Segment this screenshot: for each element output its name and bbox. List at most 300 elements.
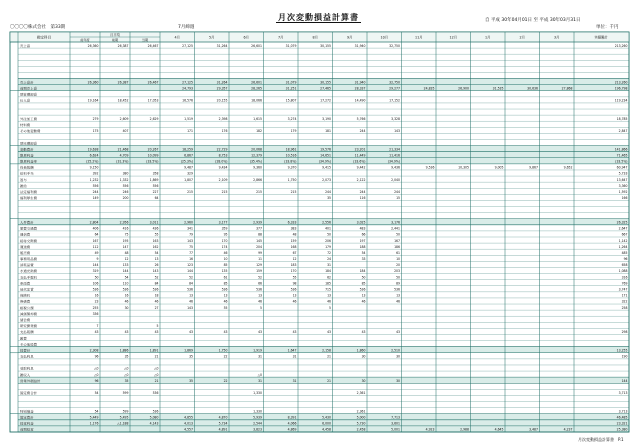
cell-value: 30,636 xyxy=(527,86,538,91)
cell-value: 1,750 xyxy=(218,348,228,353)
cell-value: 48 xyxy=(124,250,129,255)
cell-value: 1,869 xyxy=(149,177,159,182)
cell-value: 31,079 xyxy=(285,80,297,85)
cell-value: 30 xyxy=(396,354,400,359)
cell-value: 43 xyxy=(154,330,159,335)
cell-value: 599 xyxy=(122,409,129,414)
cell-value: 7 xyxy=(96,324,99,329)
cell-value: △0 xyxy=(154,372,159,377)
cell-value: 147 xyxy=(122,244,129,249)
row-label: 売上高計 xyxy=(20,80,33,85)
cell-value: 181 xyxy=(325,129,331,134)
cell-value: 66 xyxy=(258,281,262,286)
row-label: 役員報酬 xyxy=(20,165,33,170)
cell-value: 5,766 xyxy=(356,116,366,121)
cell-value: 6,000 xyxy=(322,421,331,426)
cell-value: 4,891 xyxy=(218,427,228,432)
cell-value: 1,232 xyxy=(89,177,99,182)
cell-value: 1,088 xyxy=(618,269,628,274)
cell-value: △0 xyxy=(94,372,99,377)
cell-value: 27,465 xyxy=(320,86,331,91)
cell-value: 18,961 xyxy=(285,147,297,152)
cell-value: 46,485 xyxy=(616,415,628,420)
row-label: 仕入高 xyxy=(20,98,30,103)
row-label: 支払手数料 xyxy=(20,275,36,280)
cell-value: 188 xyxy=(359,244,366,249)
row-label: 接待交際費 xyxy=(20,238,36,243)
cell-value: 244 xyxy=(394,190,400,195)
cell-value: 31,940 xyxy=(354,80,366,85)
cell-value: 5,733 xyxy=(618,171,628,176)
cell-value: 5 xyxy=(156,324,159,329)
cell-value: 190 xyxy=(621,354,628,359)
cell-value: 9,436 xyxy=(391,165,400,170)
cell-value: 46 xyxy=(154,299,159,304)
cell-value: 4,143 xyxy=(149,421,159,426)
cell-value: 2,158 xyxy=(322,348,331,353)
cell-value: 55 xyxy=(292,275,297,280)
cell-value: 7,713 xyxy=(391,415,400,420)
cell-value: 119,234 xyxy=(614,98,628,103)
cell-value: 336 xyxy=(92,311,99,316)
cell-value: 26,360 xyxy=(87,43,99,48)
avg-sub-header: 当期 xyxy=(141,38,149,42)
cell-value: 43 xyxy=(292,330,297,335)
cell-value: 21 xyxy=(154,378,159,383)
row-label: 雑収入 xyxy=(20,372,30,377)
cell-value: 1,869 xyxy=(184,348,193,353)
cell-value: 8,753 xyxy=(218,153,228,158)
cell-value: 31,940 xyxy=(354,43,366,48)
cell-value: 9 xyxy=(96,257,99,262)
cell-value: 3,823 xyxy=(253,427,262,432)
cell-value: 30,155 xyxy=(320,43,331,48)
cell-value: 17,152 xyxy=(389,98,400,103)
cell-value: 6,333 xyxy=(287,220,297,225)
cell-value: 279 xyxy=(92,116,99,121)
cell-value: 21 xyxy=(327,378,331,383)
month-header: 12月 xyxy=(449,35,457,40)
row-label: 給料手当 xyxy=(20,171,33,176)
row-label: 特別損益 xyxy=(20,409,33,414)
cell-value: 14,651 xyxy=(320,153,331,158)
cell-value: 96 xyxy=(94,354,99,359)
cell-value: 170 xyxy=(221,238,228,243)
cell-value: 26 xyxy=(154,263,159,268)
cell-value: 9,434 xyxy=(218,165,228,170)
cell-value: 3,747 xyxy=(618,287,628,292)
month-header: 11月 xyxy=(415,35,423,40)
cell-value: 13 xyxy=(223,293,228,298)
cell-value: 2,510 xyxy=(391,348,400,353)
cell-value: 536 xyxy=(152,409,159,414)
cell-value: 46 xyxy=(292,299,297,304)
row-label: 通信費 xyxy=(20,232,30,237)
shaded-row xyxy=(18,377,629,383)
cell-value: (34.9%) xyxy=(387,159,400,164)
cell-value: 3,328 xyxy=(391,116,400,121)
cell-value: 31 xyxy=(327,263,331,268)
cell-value: 11 xyxy=(258,257,262,262)
cell-value: 13 xyxy=(327,293,331,298)
cell-value: 46 xyxy=(361,299,366,304)
cell-value: 135 xyxy=(221,269,228,274)
cell-value: 27,125 xyxy=(182,43,193,48)
cell-value: 28,337 xyxy=(354,86,366,91)
row-label: 販売費 xyxy=(20,250,30,255)
cell-value: 2,458 xyxy=(356,427,366,432)
cell-value: 179 xyxy=(290,129,297,134)
cell-value: 106 xyxy=(92,281,99,286)
cell-value: 64 xyxy=(94,232,99,237)
cell-value: 54 xyxy=(124,275,129,280)
cell-value: 2,040 xyxy=(391,177,400,182)
row-label: 地代家賃 xyxy=(20,287,33,292)
cell-value: 316 xyxy=(621,275,628,280)
row-label: 前期売上高 xyxy=(20,86,36,91)
cell-value: 144 xyxy=(187,269,193,274)
cell-value: 536 xyxy=(221,287,228,292)
cell-value: 186 xyxy=(394,244,400,249)
cell-value: 30 xyxy=(361,378,366,383)
cell-value: 89 xyxy=(396,281,400,286)
cell-value: 175 xyxy=(92,129,99,134)
cell-value: 769 xyxy=(621,281,628,286)
cell-value: 5,080 xyxy=(149,415,159,420)
cell-value: 162 xyxy=(152,244,159,249)
cell-value: 2,441 xyxy=(391,226,400,231)
cell-value: 667 xyxy=(621,232,628,237)
cell-value: 536 xyxy=(394,287,400,292)
cell-value: 77 xyxy=(189,250,193,255)
cell-value: 3,713 xyxy=(618,391,628,396)
cell-value: 84 xyxy=(154,281,159,286)
row-label: 水道光熱費 xyxy=(20,269,36,274)
row-label: 受取利息 xyxy=(20,366,33,371)
cell-value: 4,709 xyxy=(119,153,129,158)
cell-value: 536 xyxy=(122,287,129,292)
cell-value: 536 xyxy=(290,287,297,292)
cell-value: 48 xyxy=(292,232,297,237)
cell-value: 72 xyxy=(327,250,331,255)
cell-value: 485 xyxy=(621,250,628,255)
cell-value: 380 xyxy=(122,171,129,176)
cell-value: 2,122 xyxy=(356,177,366,182)
cell-value: 5,939 xyxy=(253,415,262,420)
cell-value: 246 xyxy=(122,190,129,195)
cell-value: 62 xyxy=(327,275,331,280)
row-label: 消耗品費 xyxy=(20,263,33,268)
cell-value: 27,868 xyxy=(561,86,573,91)
cell-value: 215 xyxy=(256,190,262,195)
cell-value: 25,380 xyxy=(616,427,628,432)
cell-value: 143 xyxy=(187,305,193,310)
cell-value: 61 xyxy=(396,250,400,255)
row-label: 外注加工費 xyxy=(20,116,36,121)
cell-value: 3,360 xyxy=(618,183,628,188)
cell-value: 170 xyxy=(290,269,297,274)
cell-value: 1,886 xyxy=(119,348,129,353)
cell-value: 133 xyxy=(122,263,129,268)
cell-value: 3,176 xyxy=(391,220,400,225)
row-label: 支払報酬 xyxy=(20,330,33,335)
cell-value: 298 xyxy=(621,330,628,335)
cell-value: 1,919 xyxy=(253,348,262,353)
cell-value: 4,870 xyxy=(218,415,228,420)
cell-value: 52 xyxy=(189,275,193,280)
cell-value: 67 xyxy=(292,250,297,255)
cell-value: 159 xyxy=(290,238,297,243)
cell-value: 213,260 xyxy=(614,43,628,48)
cell-value: 50 xyxy=(361,275,366,280)
cell-value: 99 xyxy=(258,250,262,255)
cell-value: 2,361 xyxy=(356,391,366,396)
cell-value: 16 xyxy=(94,293,99,298)
period-range: 自 平成 30年04月01日 至 平成 30年03月31日 xyxy=(485,18,581,23)
cell-value: 31,264 xyxy=(216,80,228,85)
cell-value: 11,416 xyxy=(389,153,400,158)
cell-value: 145 xyxy=(256,238,262,243)
cell-value: 536 xyxy=(187,287,193,292)
cell-value: 79 xyxy=(189,232,193,237)
cell-value: 27 xyxy=(154,305,159,310)
cell-value: 16,576 xyxy=(182,98,193,103)
cell-value: 13 xyxy=(292,293,297,298)
cell-value: 1,647 xyxy=(287,348,297,353)
cell-value: 167 xyxy=(92,238,99,243)
row-label: 福利厚生費 xyxy=(20,196,36,201)
cell-value: 49 xyxy=(94,250,99,255)
cell-value: 6,867 xyxy=(184,153,193,158)
cell-value: 26,387 xyxy=(117,80,129,85)
avg-group-header: 月平均 xyxy=(110,33,120,37)
cell-value: 182 xyxy=(256,129,262,134)
row-label: 雑給 xyxy=(20,183,27,188)
cell-value: 23,321 xyxy=(616,421,628,426)
cell-value: 2,398 xyxy=(218,116,228,121)
cell-value: 43 xyxy=(124,330,129,335)
cell-value: 43 xyxy=(223,330,228,335)
cell-value: 43 xyxy=(94,330,99,335)
cell-value: 184 xyxy=(359,269,366,274)
cell-value: 20,068 xyxy=(251,147,262,152)
cell-value: 2,609 xyxy=(119,116,129,121)
cell-value: 10,305 xyxy=(458,165,469,170)
cell-value: (31.3%) xyxy=(116,159,129,164)
cell-value: 3,025 xyxy=(356,220,366,225)
cell-value: 10 xyxy=(396,257,400,262)
cell-value: 10 xyxy=(223,257,228,262)
cell-value: 4,923 xyxy=(425,427,435,432)
cell-value: 19,638 xyxy=(87,147,99,152)
cell-value: 52 xyxy=(258,275,262,280)
cell-value: 18,259 xyxy=(182,147,193,152)
month-header: 3月 xyxy=(554,35,560,40)
cell-value: 483 xyxy=(359,226,366,231)
cell-value: 50 xyxy=(396,275,400,280)
cell-value: 15,807 xyxy=(285,98,297,103)
cell-value: 215 xyxy=(290,190,297,195)
cell-value: 84 xyxy=(189,281,193,286)
cell-value: 1,330 xyxy=(253,409,262,414)
row-label: 保険料 xyxy=(20,293,30,298)
cell-value: 21 xyxy=(154,354,159,359)
row-label: 期首棚卸高 xyxy=(20,92,36,97)
cell-value: 46 xyxy=(396,299,400,304)
cell-value: (33.8%) xyxy=(284,159,297,164)
cell-value: 22,729 xyxy=(216,147,228,152)
cell-value: 2,988 xyxy=(460,427,469,432)
row-label: 前期経常 xyxy=(20,427,33,432)
cell-value: 4,013 xyxy=(184,421,193,426)
cell-value: 21 xyxy=(327,354,331,359)
cell-value: 15 xyxy=(396,196,400,201)
cell-value: 9,867 xyxy=(529,165,538,170)
row-label: 修繕費 xyxy=(20,299,30,304)
row-label: 営業外損益計 xyxy=(20,378,39,383)
cell-value: 26,387 xyxy=(117,43,129,48)
row-label: 期末棚卸高 xyxy=(20,141,36,146)
cell-value: 329 xyxy=(187,171,193,176)
cell-value: 123 xyxy=(187,263,193,268)
cell-value: 55 xyxy=(223,305,228,310)
cell-value: 61 xyxy=(223,275,228,280)
row-label: 賞与 xyxy=(20,177,27,182)
cell-value: 2,308 xyxy=(89,348,99,353)
row-label: 固定費合計 xyxy=(20,391,36,396)
cell-value: 185 xyxy=(325,281,331,286)
row-label: 事務用品費 xyxy=(20,257,36,262)
cell-value: 244 xyxy=(359,129,366,134)
cell-value: 29,357 xyxy=(216,86,228,91)
cell-value: 13,647 xyxy=(616,177,628,182)
month-header: 10月 xyxy=(380,35,388,40)
cell-value: 54 xyxy=(154,250,159,255)
cell-value: 406 xyxy=(92,226,99,231)
cell-value: 6,624 xyxy=(89,153,99,158)
month-header: 4月 xyxy=(174,35,180,40)
cell-value: 2,109 xyxy=(218,177,228,182)
cell-value: 9,487 xyxy=(184,165,193,170)
cell-value: 22 xyxy=(223,378,228,383)
cell-value: 5,730 xyxy=(356,421,366,426)
cell-value: 2,956 xyxy=(119,220,129,225)
cell-value: 35 xyxy=(327,196,331,201)
cell-value: 4,869 xyxy=(287,427,297,432)
cell-value: 215 xyxy=(221,190,228,195)
cell-value: △0 xyxy=(124,372,129,377)
cell-value: 536 xyxy=(92,287,99,292)
cell-value: 319 xyxy=(92,269,99,274)
cell-value: 35 xyxy=(189,354,193,359)
cell-value: 30 xyxy=(396,378,400,383)
cell-value: 167 xyxy=(394,238,400,243)
cell-value: 1,176 xyxy=(89,421,99,426)
cell-value: 2,073 xyxy=(322,177,331,182)
cell-value: 2,629 xyxy=(149,116,159,121)
cell-value: 54 xyxy=(94,391,99,396)
cell-value: 14,490 xyxy=(354,98,366,103)
row-label: 経常利益 xyxy=(20,421,33,426)
cell-value: 31,535 xyxy=(492,86,504,91)
cell-value: 4,557 xyxy=(184,427,193,432)
cell-value: 26,325 xyxy=(616,220,628,225)
cell-value: 715 xyxy=(325,287,331,292)
cell-value: 46 xyxy=(124,299,129,304)
cell-value: 23,201 xyxy=(354,147,366,152)
cell-value: 85 xyxy=(361,281,366,286)
cell-value: 18,785 xyxy=(616,116,628,121)
cell-value: 196,798 xyxy=(614,86,628,91)
cell-value: 5,734 xyxy=(218,421,228,426)
cell-value: 31,079 xyxy=(285,43,297,48)
cell-value: 64 xyxy=(154,196,159,201)
cell-value: 2,960 xyxy=(184,220,193,225)
cell-value: 204 xyxy=(256,244,262,249)
cell-value: 5 xyxy=(329,305,331,310)
cell-value: 112 xyxy=(92,244,99,249)
cell-value: 341 xyxy=(187,226,193,231)
cell-value: 50 xyxy=(327,232,331,237)
cell-value: 1,891 xyxy=(149,348,159,353)
cell-value: 358 xyxy=(152,171,159,176)
cell-value: 23 xyxy=(94,299,99,304)
cell-value: 26,601 xyxy=(251,80,262,85)
cell-value: 46 xyxy=(189,299,193,304)
cell-value: 143 xyxy=(394,129,400,134)
cell-value: 4,458 xyxy=(322,427,331,432)
cell-value: 2,361 xyxy=(356,409,366,414)
cell-value: 85 xyxy=(223,281,228,286)
cell-value: 33 xyxy=(361,257,366,262)
cell-value: 536 xyxy=(256,287,262,292)
cell-value: 28,265 xyxy=(251,86,262,91)
company-name: 〇〇〇〇株式会社 第33期 xyxy=(10,25,66,30)
cell-value: 2,939 xyxy=(253,220,262,225)
cell-value: 215 xyxy=(187,190,193,195)
row-label: 雑費 xyxy=(20,336,27,341)
cell-value: 556 xyxy=(152,183,159,188)
cell-value: 536 xyxy=(359,287,366,292)
row-label: 研究開発費 xyxy=(20,324,36,329)
cell-value: △0 xyxy=(124,366,129,371)
row-label: 変動費計 xyxy=(20,147,33,152)
cell-value: 9,415 xyxy=(322,165,331,170)
cell-value: 3,190 xyxy=(322,116,331,121)
cell-value: 1,264 xyxy=(618,244,628,249)
cell-value: 5,000 xyxy=(356,415,366,420)
cell-value: 4,066 xyxy=(287,421,297,426)
subject-header: 勘定科目 xyxy=(36,35,52,40)
cell-value: 54 xyxy=(361,250,366,255)
cell-value: 359 xyxy=(221,226,228,231)
row-label: 売上高 xyxy=(20,43,30,48)
cell-value: 55 xyxy=(154,232,159,237)
cell-value: (25.3%) xyxy=(180,159,193,164)
cell-value: 18,452 xyxy=(117,98,129,103)
cell-value: 13 xyxy=(258,293,262,298)
cell-value: △0 xyxy=(154,366,159,371)
cell-value: 143 xyxy=(152,269,159,274)
row-label: 法定福利費 xyxy=(20,190,36,195)
cell-value: 24 xyxy=(327,257,331,262)
cell-value: (28.0%) xyxy=(215,159,228,164)
report-title: 月次変動損益計算書 xyxy=(278,13,359,22)
cell-value: 50 xyxy=(396,232,400,237)
cell-value: 31 xyxy=(292,378,297,383)
cell-value: 9,005 xyxy=(494,165,504,170)
cell-value: 244 xyxy=(92,190,99,195)
